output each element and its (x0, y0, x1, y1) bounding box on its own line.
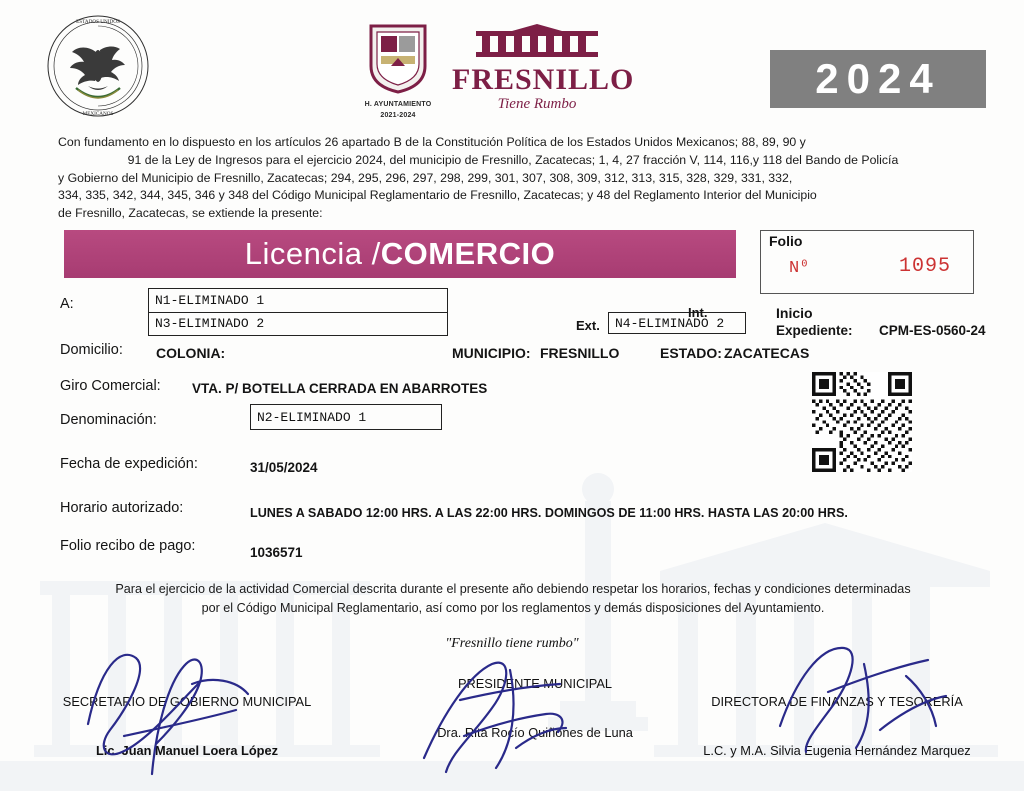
brand-name: FRESNILLO (452, 63, 635, 96)
signature-name: Dra. Rita Rocío Quiñones de Luna (437, 725, 633, 740)
estado-label: ESTADO: (660, 345, 722, 361)
folio-number: 1095 (898, 255, 951, 278)
giro-label: Giro Comercial: (60, 378, 161, 394)
folio-box (760, 230, 974, 294)
legal-paragraph (58, 134, 968, 223)
signature-presidente (400, 676, 670, 740)
license-type: COMERCIO (380, 236, 556, 271)
shield-caption-line1: H. AYUNTAMIENTO (364, 101, 432, 108)
signature-name: Lic. Juan Manuel Loera López (95, 743, 279, 758)
svg-text:ESTADOS UNIDOS: ESTADOS UNIDOS (76, 19, 120, 25)
municipio-value: FRESNILLO (540, 345, 620, 361)
fecha-label: Fecha de expedición: (60, 456, 198, 472)
signature-role: PRESIDENTE MUNICIPAL (457, 676, 613, 691)
inicio-label: Inicio (776, 305, 813, 321)
motto-text: "Fresnillo tiene rumbo" (445, 636, 579, 651)
denominacion-label: Denominación: (60, 412, 157, 428)
license-title-banner (64, 230, 736, 278)
signature-tesoreria (672, 694, 1002, 758)
coat-of-arms-icon (46, 14, 150, 118)
signature-name: L.C. y M.A. Silvia Eugenia Hernández Marquez (703, 743, 971, 758)
year-badge: 2024 (770, 50, 986, 108)
giro-value: VTA. P/ BOTELLA CERRADA EN ABARROTES (192, 381, 488, 396)
ext-value: N4-ELIMINADO 2 (608, 312, 746, 334)
horario-label: Horario autorizado: (60, 500, 184, 516)
license-word: Licencia / (244, 236, 381, 271)
folio-pago-label: Folio recibo de pago: (60, 538, 196, 554)
recipient-value: N1-ELIMINADO 1 (148, 288, 448, 313)
license-title-text (64, 230, 736, 278)
estado-value: ZACATECAS (724, 345, 810, 361)
folio-label: Folio (769, 233, 803, 249)
shield-icon (367, 22, 429, 94)
signature-role: DIRECTORA DE FINANZAS Y TESORERÍA (711, 694, 963, 709)
municipio-label: MUNICIPIO: (452, 345, 531, 361)
colonia-label: COLONIA: (156, 345, 226, 361)
address-value: N3-ELIMINADO 2 (148, 313, 448, 336)
horario-value: LUNES A SABADO 12:00 HRS. A LAS 22:00 HRS. DOMINGOS DE 11:00 HRS. HASTA LAS 20:00 HRS. (250, 506, 848, 520)
ext-label: Ext. (576, 318, 600, 333)
folio-number-symbol: N⁰ (789, 259, 810, 278)
recipient-label: A: (60, 296, 74, 312)
expediente-label: Expediente: (776, 323, 853, 338)
domicilio-label: Domicilio: (60, 342, 123, 358)
signature-role: SECRETARIO DE GOBIERNO MUNICIPAL (62, 694, 312, 709)
expediente-value: CPM-ES-0560-24 (879, 323, 986, 338)
municipal-shield (360, 22, 436, 119)
brand-tagline: Tiene Rumbo (497, 96, 577, 112)
fresnillo-brand (452, 24, 635, 113)
legal-line-1: Con fundamento en lo dispuesto en los artículos 26 apartado B de la Constitución Política de los Estados Unidos Mexicanos; 88, 89, 90 y (58, 135, 806, 149)
qr-code (812, 372, 912, 472)
shield-caption-line2: 2021-2024 (380, 111, 416, 119)
denominacion-value: N2-ELIMINADO 1 (250, 404, 442, 430)
svg-text:MEXICANOS: MEXICANOS (82, 111, 114, 117)
closing-line-1: Para el ejercicio de la actividad Comercial descrita durante el presente año debiendo respetar los horarios, fechas y condiciones determinadas (115, 582, 911, 596)
legal-line-3: y Gobierno del Municipio de Fresnillo, Zacatecas; 294, 295, 296, 297, 298, 299, 301, 307, 308, 309, 312, 313, 315, 328, 329, 331, 332, (58, 170, 793, 185)
legal-line-4: 334, 335, 342, 344, 345, 346 y 348 del Código Municipal Reglamentario de Fresnillo, Zacatecas; y 48 del Reglamento Interior del Municipio (58, 188, 817, 203)
document-header (0, 0, 1024, 128)
int-label: Int. (688, 305, 708, 320)
legal-line-5: de Fresnillo, Zacatecas, se extiende la presente: (58, 206, 323, 221)
legal-line-2: 91 de la Ley de Ingresos para el ejercicio 2024, del municipio de Fresnillo, Zacatecas; 1, 4, 27 fracción V, 114, 116,y 118 del Bando de Policía (127, 152, 899, 167)
folio-pago-value: 1036571 (250, 545, 303, 560)
closing-line-2: por el Código Municipal Reglamentario, así como por los reglamentos y demás disposiciones del Ayuntamiento. (201, 600, 825, 615)
fecha-value: 31/05/2024 (250, 460, 318, 475)
closing-paragraph (52, 580, 974, 618)
monument-icon (472, 24, 602, 58)
signature-secretario (22, 694, 352, 758)
